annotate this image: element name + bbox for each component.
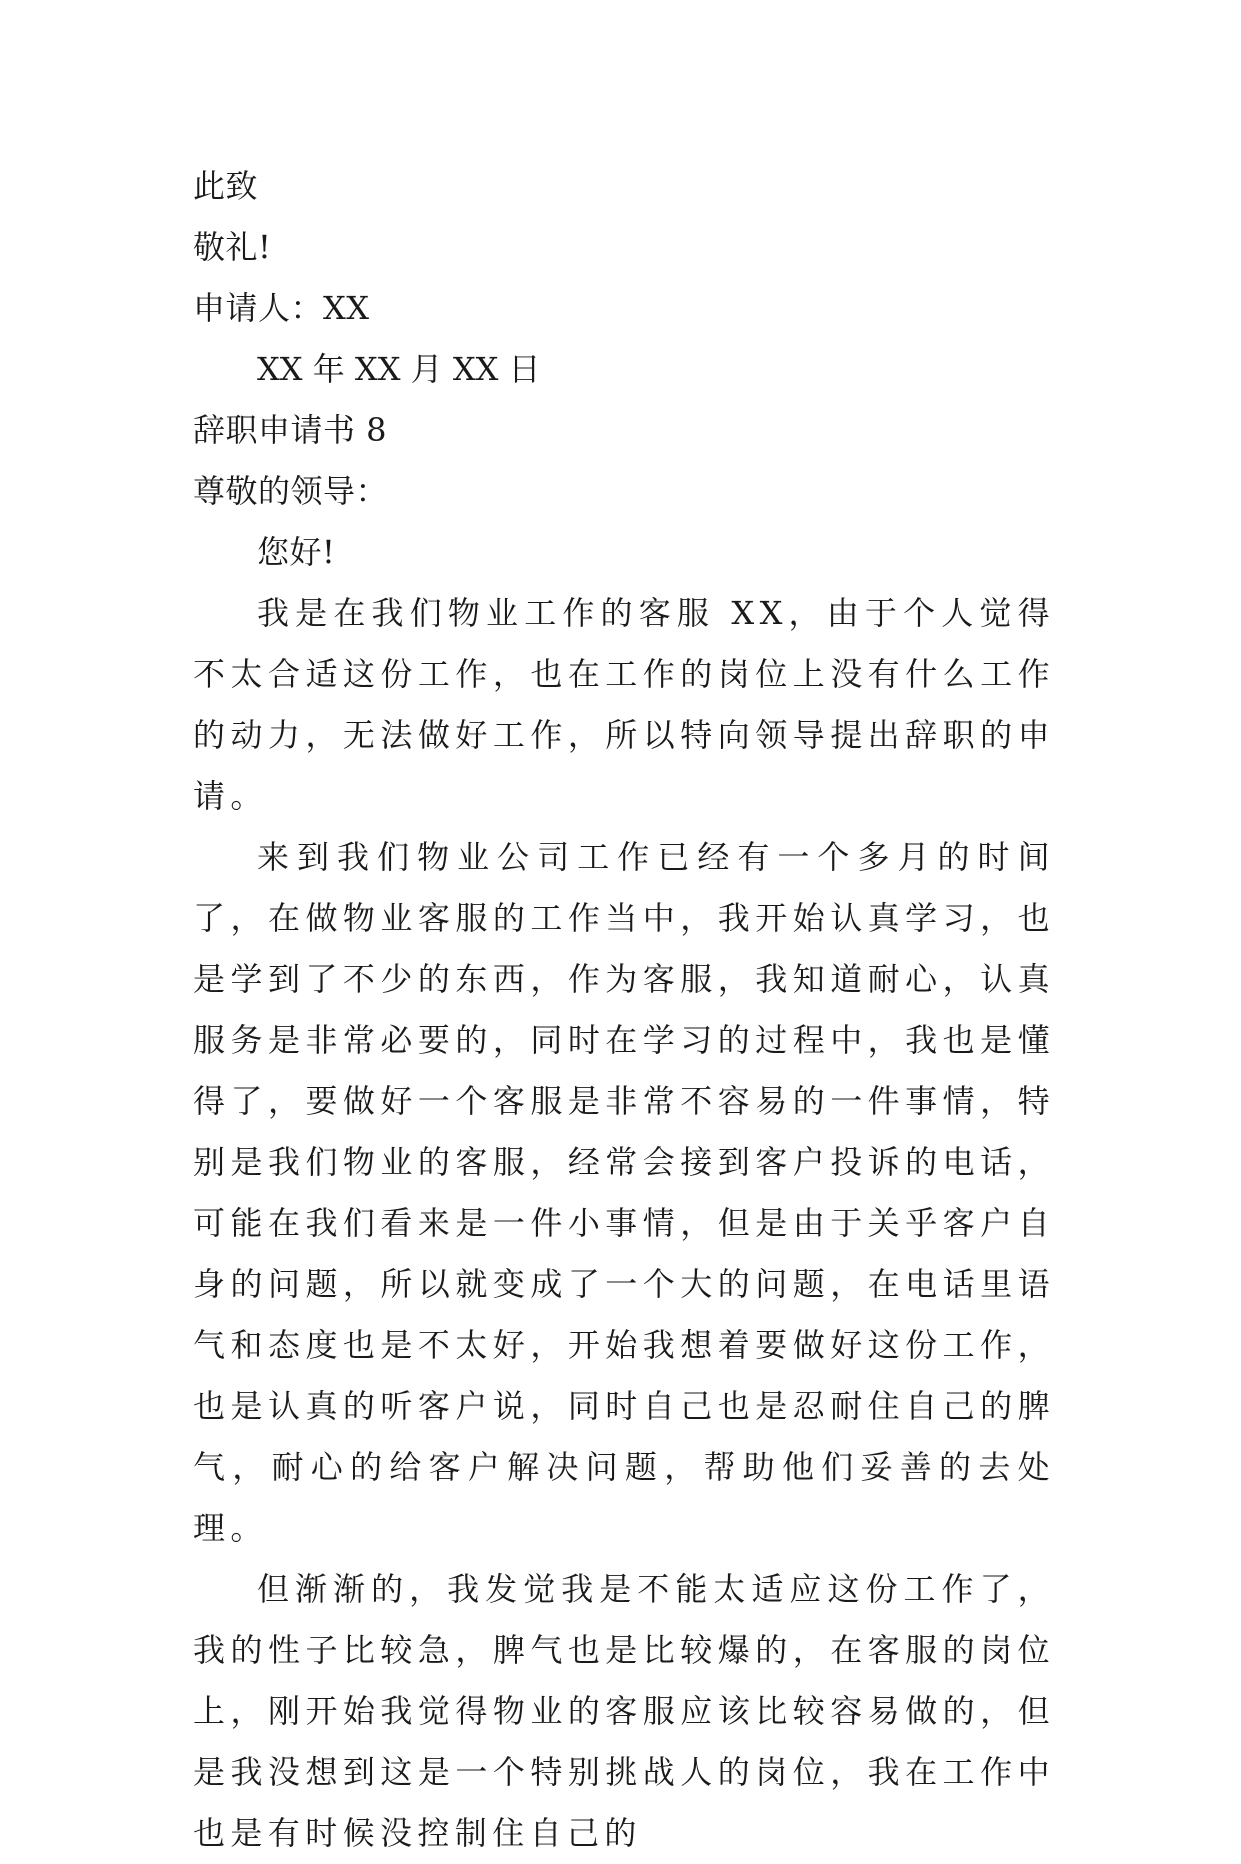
body-paragraph-1: 我是在我们物业工作的客服 XX，由于个人觉得不太合适这份工作，也在工作的岗位上没有什么工作的动力，无法做好工作，所以特向领导提出辞职的申请。: [193, 594, 1055, 815]
signature-date: XX 年 XX 月 XX 日: [257, 350, 541, 388]
closing-line-1: 此致: [193, 167, 259, 205]
body-paragraph-2: 来到我们物业公司工作已经有一个多月的时间了，在做物业客服的工作当中，我开始认真学习，也是学到了不少的东西，作为客服，我知道耐心，认真服务是非常必要的，同时在学习的过程中，我也是懂得了，要做好一个客服是非常不容易的一件事情，特别是我们物业的客服，经常会接到客户投诉的电话，可能在我们看来是一件小事情，但是由于关乎客户自身的问题，所以就变成了一个大的问题，在电话里语气和态度也是不太好，开始我想着要做好这份工作，也是认真的听客户说，同时自己也是忍耐住自己的脾气，耐心的给客户解决问题，帮助他们妥善的去处理。: [193, 838, 1055, 1547]
body-paragraph-3: 但渐渐的，我发觉我是不能太适应这份工作了，我的性子比较急，脾气也是比较爆的，在客服的岗位上，刚开始我觉得物业的客服应该比较容易做的，但是我没想到这是一个特别挑战人的岗位，我在工作中也是有时候没控制住自己的: [193, 1570, 1055, 1852]
salutation: 尊敬的领导：: [193, 472, 389, 510]
applicant-signature: 申请人：XX: [193, 289, 370, 327]
closing-line-2: 敬礼!: [193, 228, 272, 266]
letter-title: 辞职申请书 8: [193, 411, 388, 449]
greeting: 您好!: [257, 533, 336, 571]
document-page: [193, 156, 1055, 1864]
